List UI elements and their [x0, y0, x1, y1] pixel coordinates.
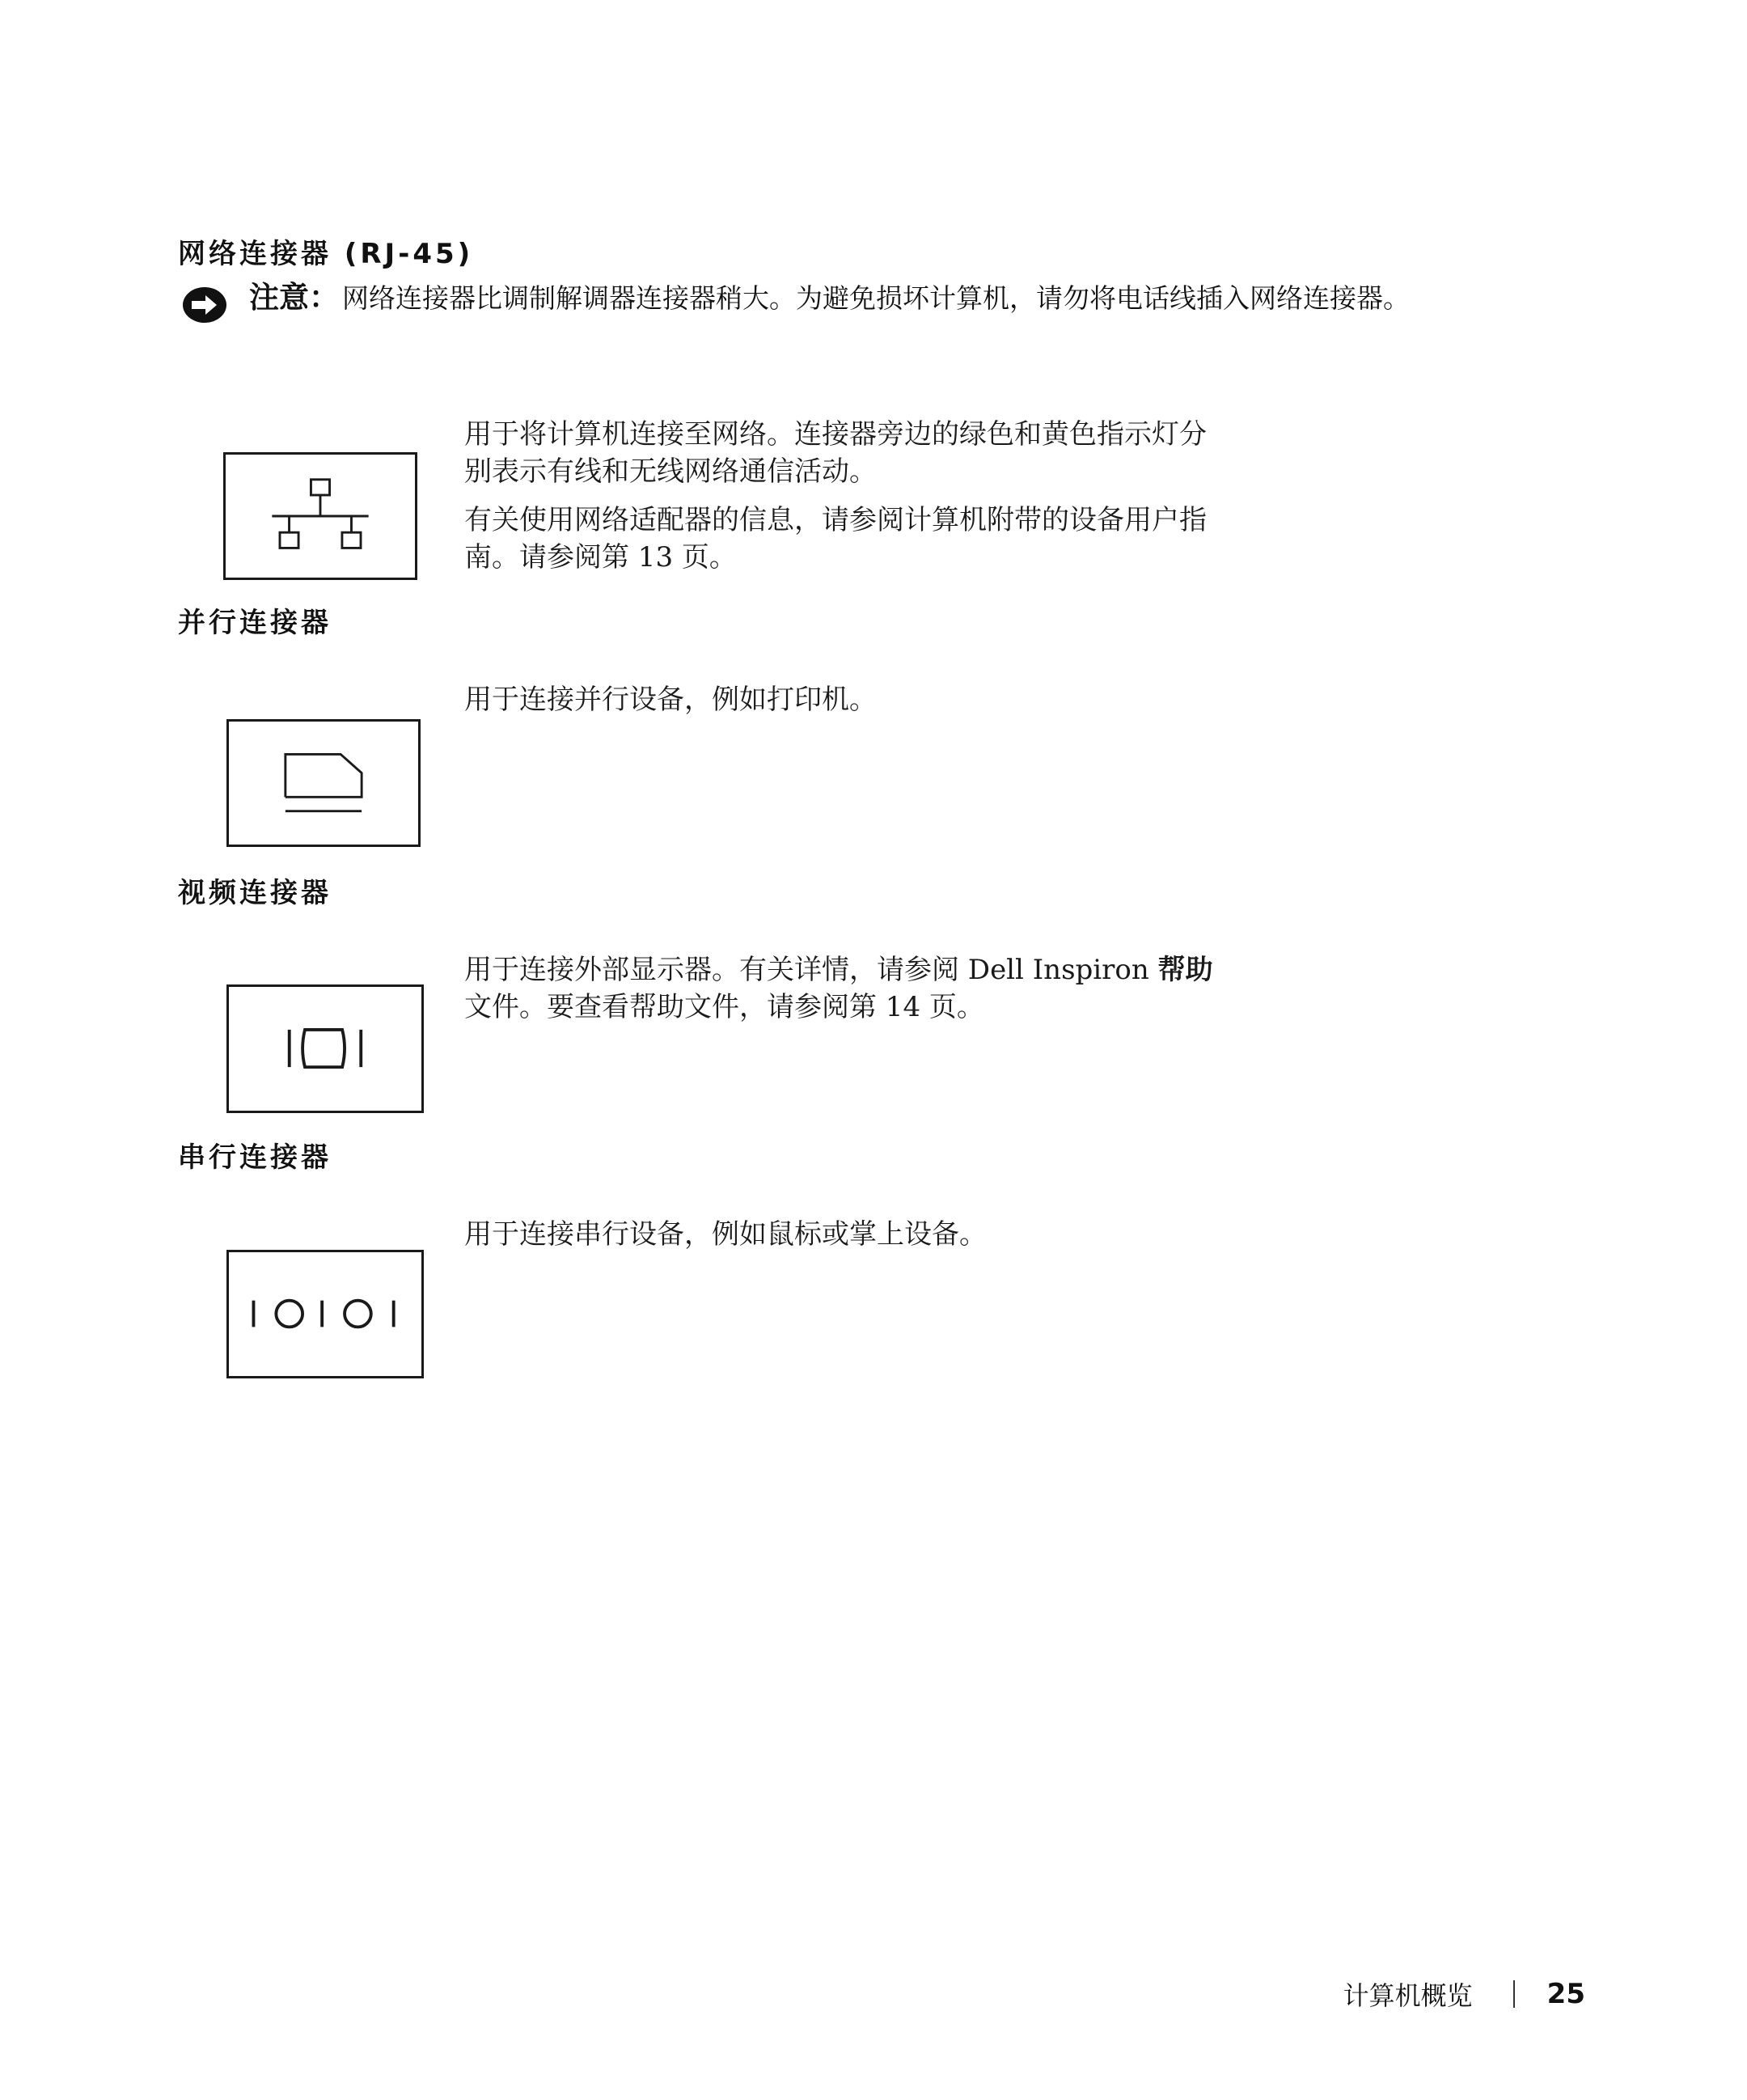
notice-text: 网络连接器比调制解调器连接器稍大。为避免损坏计算机，请勿将电话线插入网络连接器。: [342, 282, 1410, 314]
video-icon: [226, 984, 424, 1113]
parallel-description: [464, 681, 1225, 730]
footer-chapter: 计算机概览: [1343, 1980, 1473, 2011]
network-desc-1: 用于将计算机连接至网络。连接器旁边的绿色和黄色指示灯分别表示有线和无线网络通信活动。: [464, 418, 1207, 488]
video-desc: [464, 951, 1225, 1026]
parallel-desc: 用于连接并行设备，例如打印机。: [464, 684, 877, 716]
footer-separator: [1513, 1980, 1515, 2008]
video-description: [464, 951, 1225, 1037]
page-number: 25: [1546, 1978, 1585, 2010]
video-desc-prefix: 用于连接外部显示器。有关详情，请参阅 Dell Inspiron: [464, 954, 1158, 986]
network-connector-heading: 网络连接器 (RJ-45): [178, 238, 474, 270]
notice: [249, 279, 1462, 317]
serial-desc: 用于连接串行设备，例如鼠标或掌上设备。: [464, 1218, 987, 1251]
parallel-printer-icon: [226, 719, 421, 847]
serial-connector-heading: 串行连接器: [178, 1141, 332, 1174]
video-desc-help-bold: 帮助: [1157, 954, 1213, 986]
parallel-connector-heading: 并行连接器: [178, 607, 332, 639]
video-desc-suffix: 文件。要查看帮助文件，请参阅第 14 页。: [464, 991, 984, 1023]
serial-description: [464, 1216, 1225, 1264]
video-connector-heading: 视频连接器: [178, 877, 332, 909]
notice-arrow-icon: [181, 282, 228, 328]
notice-label: 注意：: [249, 280, 339, 315]
serial-icon: [226, 1250, 424, 1378]
network-icon: [223, 452, 417, 580]
page-footer: [1343, 1974, 1585, 2014]
network-description: [464, 416, 1225, 587]
network-desc-2: 有关使用网络适配器的信息，请参阅计算机附带的设备用户指南。请参阅第 13 页。: [464, 504, 1207, 574]
